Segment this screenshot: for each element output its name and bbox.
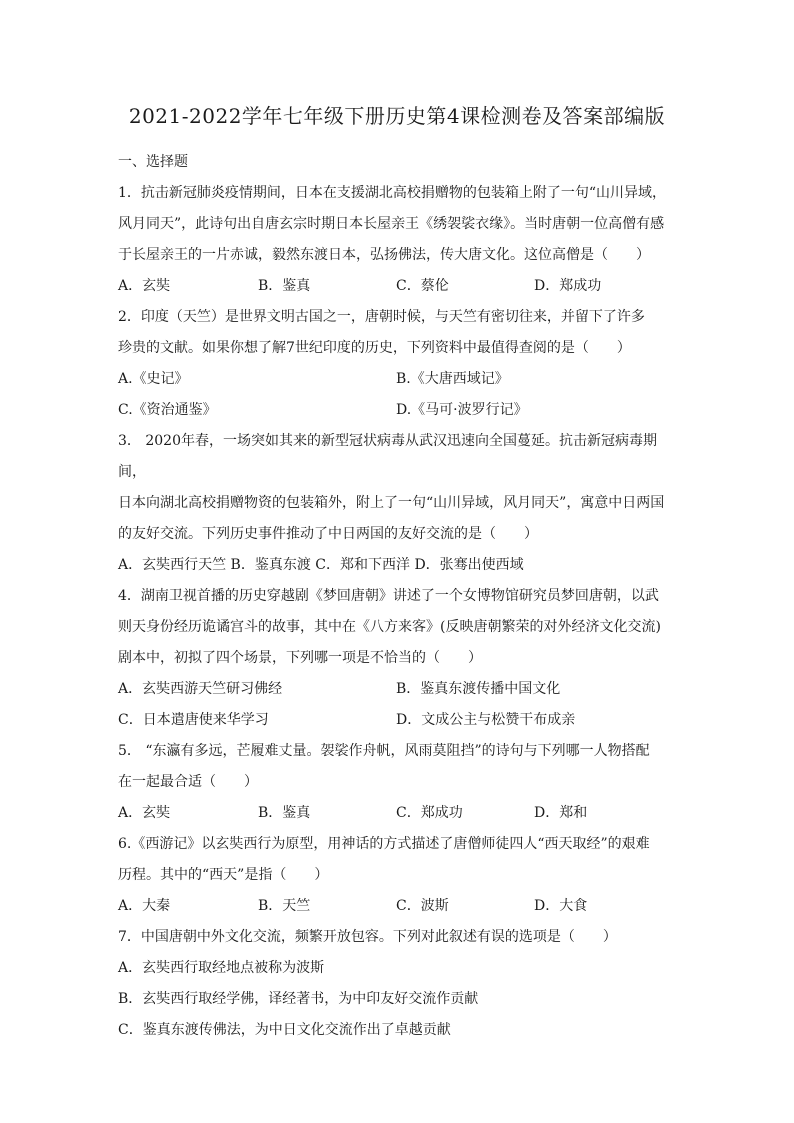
option-d: D．郑成功 xyxy=(534,278,602,294)
question-5-options xyxy=(118,798,684,829)
option-a: A．大秦 xyxy=(118,898,171,914)
option-c: C.《资治通鉴》 xyxy=(118,402,217,418)
option-b: B．鉴真 xyxy=(258,805,311,821)
question-4-options-row-1 xyxy=(118,674,684,705)
question-2-line-1: 2．印度（天竺）是世界文明古国之一，唐朝时候，与天竺有密切往来，并留下了许多 xyxy=(118,309,645,325)
option-a: A.《史记》 xyxy=(118,371,189,387)
question-1-options xyxy=(118,271,684,302)
option-b: B．玄奘西行取经学佛，译经著书，为中印友好交流作贡献 xyxy=(118,991,479,1007)
question-1-line-2: 风月同天”，此诗句出自唐玄宗时期日本长屋亲王《绣袈裟衣缘》。当时唐朝一位高僧有感 xyxy=(118,216,665,232)
question-3-options: A．玄奘西行天竺 B．鉴真东渡 C．郑和下西洋 D．张骞出使西域 xyxy=(118,557,524,573)
question-7-line-1: 7．中国唐朝中外文化交流，频繁开放包容。下列对此叙述有误的选项是（ ） xyxy=(118,929,617,945)
question-7 xyxy=(118,922,684,1046)
question-6-options xyxy=(118,891,684,922)
question-1 xyxy=(118,178,684,302)
document-body xyxy=(118,147,684,1046)
option-a: A．玄奘西游天竺研习佛经 xyxy=(118,681,283,697)
option-a: A．玄奘 xyxy=(118,805,171,821)
option-d: D.《马可·波罗行记》 xyxy=(396,402,528,418)
question-1-line-3: 于长屋亲王的一片赤诚，毅然东渡日本，弘扬佛法，传大唐文化。这位高僧是（ ） xyxy=(118,247,650,263)
question-4-line-3: 剧本中，初拟了四个场景，下列哪一项是不恰当的（ ） xyxy=(118,650,482,666)
question-5 xyxy=(118,736,684,829)
question-3-line-3: 的友好交流。下列历史事件推动了中日两国的友好交流的是（ ） xyxy=(118,526,538,542)
question-4-options-row-2 xyxy=(118,705,684,736)
option-b: B．鉴真 xyxy=(258,278,311,294)
question-5-line-1: 5． “东瀛有多远，芒履难丈量。袈裟作舟帆，风雨莫阻挡”的诗句与下列哪一人物搭配 xyxy=(118,743,650,759)
question-3-line-1: 3． 2020年春，一场突如其来的新型冠状病毒从武汉迅速向全国蔓延。抗击新冠病毒期间， xyxy=(118,433,657,480)
question-1-line-1: 1．抗击新冠肺炎疫情期间，日本在支援湖北高校捐赠物的包装箱上附了一句“山川异域， xyxy=(118,185,667,201)
question-4-line-1: 4．湖南卫视首播的历史穿越剧《梦回唐朝》讲述了一个女博物馆研究员梦回唐朝，以武 xyxy=(118,588,659,604)
section-heading: 一、选择题 xyxy=(118,154,188,170)
question-6 xyxy=(118,829,684,922)
option-d: D．大食 xyxy=(534,898,588,914)
question-3-line-2: 日本向湖北高校捐赠物资的包装箱外，附上了一句“山川异域，风月同天”，寓意中日两国 xyxy=(118,495,665,511)
page-title: 2021-2022学年七年级下册历史第4课检测卷及答案部编版 xyxy=(128,104,666,128)
question-2-line-2: 珍贵的文献。如果你想了解7世纪印度的历史，下列资料中最值得查阅的是（ ） xyxy=(118,340,631,356)
option-b: B．鉴真东渡传播中国文化 xyxy=(396,681,561,697)
question-2 xyxy=(118,302,684,426)
option-c: C．蔡伦 xyxy=(396,278,449,294)
question-2-options-row-1 xyxy=(118,364,684,395)
question-6-line-1: 6.《西游记》以玄奘西行为原型，用神话的方式描述了唐僧师徒四人“西天取经”的艰难 xyxy=(118,836,650,852)
option-c: C．波斯 xyxy=(396,898,449,914)
option-b: B.《大唐西域记》 xyxy=(396,371,509,387)
option-d: D．郑和 xyxy=(534,805,588,821)
question-4 xyxy=(118,581,684,736)
option-c: C．日本遣唐使来华学习 xyxy=(118,712,269,728)
question-3 xyxy=(118,426,684,581)
option-b: B．天竺 xyxy=(258,898,311,914)
question-5-line-2: 在一起最合适（ ） xyxy=(118,774,258,790)
option-d: D．文成公主与松赞干布成亲 xyxy=(396,712,576,728)
option-a: A．玄奘西行取经地点被称为波斯 xyxy=(118,960,325,976)
option-a: A．玄奘 xyxy=(118,278,171,294)
option-c: C．郑成功 xyxy=(396,805,463,821)
question-2-options-row-2 xyxy=(118,395,684,426)
question-6-line-2: 历程。其中的“西天”是指（ ） xyxy=(118,867,329,883)
option-c: C．鉴真东渡传佛法，为中日文化交流作出了卓越贡献 xyxy=(118,1022,451,1038)
question-4-line-2: 则天身份经历诡谲宫斗的故事，其中在《八方来客》(反映唐朝繁荣的对外经济文化交流) xyxy=(118,619,661,635)
